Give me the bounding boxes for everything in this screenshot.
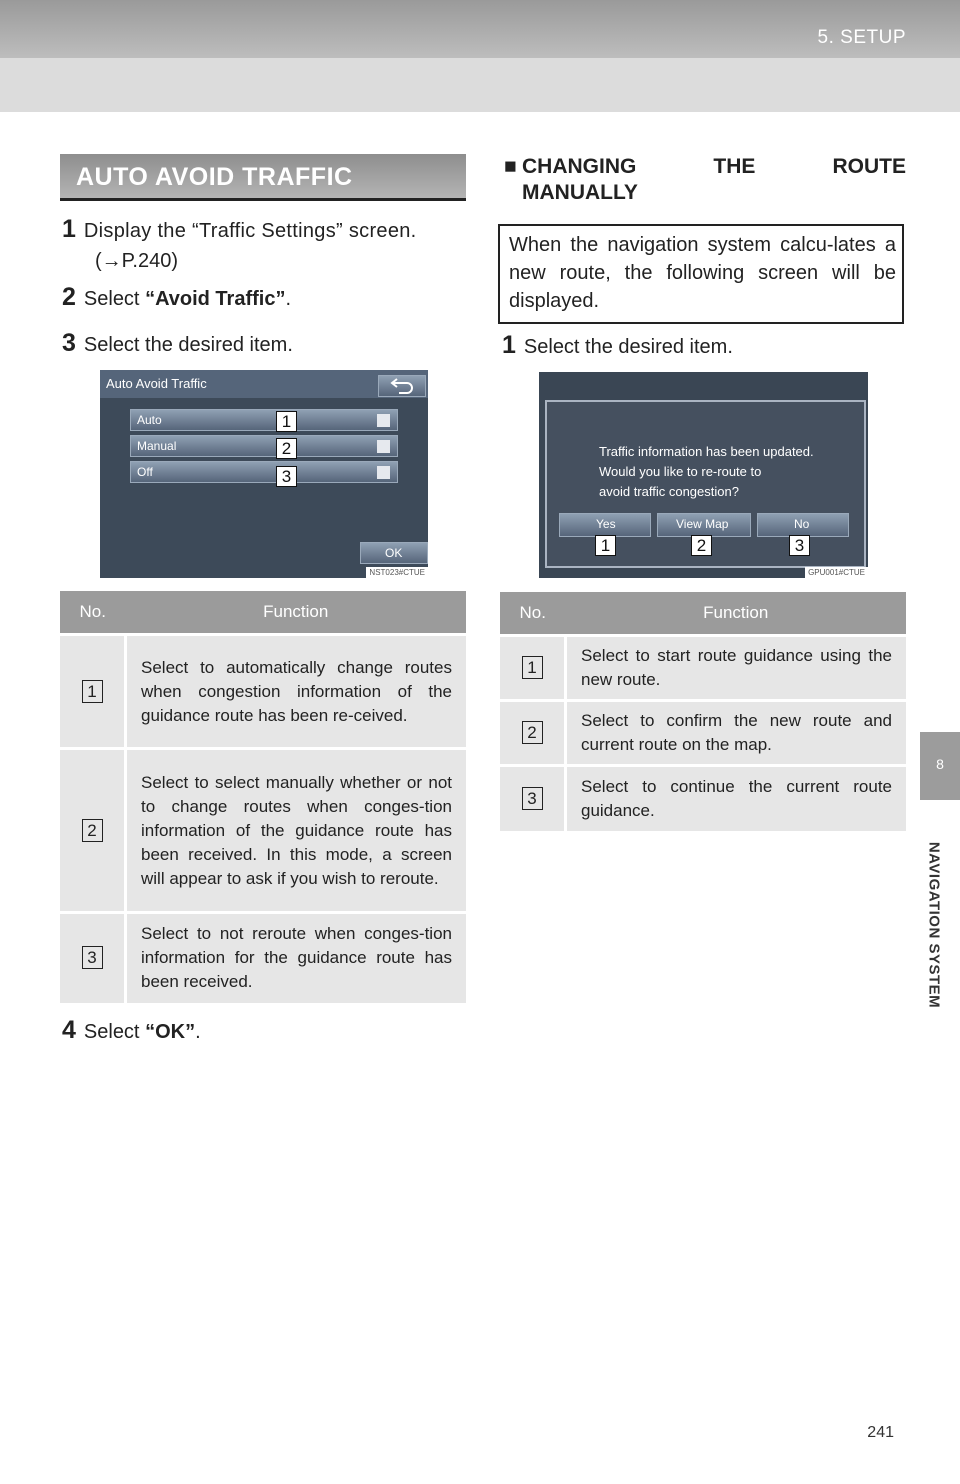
row-function: Select to continue the current route guidance. xyxy=(566,766,907,831)
row-number-cell xyxy=(500,636,566,701)
section-title: AUTO AVOID TRAFFIC xyxy=(76,163,353,191)
u-turn-back-icon xyxy=(379,376,425,396)
row-function: Select to automatically change routes when congestion information of the guidance route has been re-ceived. xyxy=(126,635,467,749)
step-text-post: . xyxy=(285,288,292,310)
page-header xyxy=(0,0,960,58)
checkbox xyxy=(377,466,390,479)
row-number: 3 xyxy=(522,787,543,810)
auto-option-button[interactable] xyxy=(130,409,398,431)
no-button[interactable] xyxy=(757,513,849,537)
row-number-cell xyxy=(60,913,126,1003)
table-row xyxy=(60,749,466,913)
row-number-cell xyxy=(500,701,566,766)
row-number: 1 xyxy=(82,680,103,703)
ok-label: OK xyxy=(385,546,403,560)
col-function-header: Function xyxy=(126,591,467,635)
row-function: Select to start route guidance using the new route. xyxy=(566,636,907,701)
row-number: 2 xyxy=(82,819,103,842)
page-reference: (→P.240) xyxy=(95,250,179,272)
chapter-side-label xyxy=(918,820,950,1030)
step-text-bold: “Avoid Traffic” xyxy=(145,288,286,310)
heading-text: CHANGING THE ROUTE xyxy=(522,155,906,178)
step-text: Select the desired item. xyxy=(83,334,293,356)
step-text: Select the desired item. xyxy=(523,336,733,358)
row-function: Select to not reroute when conges-tion information for the guidance route has been received. xyxy=(126,913,467,1003)
section-title-bar xyxy=(60,154,466,201)
option-label: Off xyxy=(137,465,153,479)
function-table-left xyxy=(60,591,466,1003)
dialog-line-1: Traffic information has been updated. xyxy=(599,444,814,459)
no-label: No xyxy=(794,517,810,531)
callout-3: 3 xyxy=(789,535,810,556)
page-number: 241 xyxy=(867,1424,894,1441)
step-number: 1 xyxy=(62,215,76,243)
step-number: 3 xyxy=(62,329,76,357)
screen-title: Auto Avoid Traffic xyxy=(106,376,207,391)
row-number-cell xyxy=(60,749,126,913)
heading-line-2: MANUALLY xyxy=(522,181,638,204)
image-code: NST023#CTUE xyxy=(366,567,428,578)
subsection-heading xyxy=(504,152,906,181)
image-code: GPU001#CTUE xyxy=(805,567,868,578)
dialog-line-3: avoid traffic congestion? xyxy=(599,484,739,499)
callout-3: 3 xyxy=(276,466,297,487)
option-label: Auto xyxy=(137,413,162,427)
ok-button[interactable] xyxy=(360,542,428,564)
col-no-header: No. xyxy=(60,591,126,635)
manual-option-button[interactable] xyxy=(130,435,398,457)
off-option-button[interactable] xyxy=(130,461,398,483)
step-text-bold: “OK” xyxy=(145,1021,196,1043)
col-no-header: No. xyxy=(500,592,566,636)
row-function: Select to confirm the new route and current route on the map. xyxy=(566,701,907,766)
step-3 xyxy=(62,329,293,358)
table-row xyxy=(500,766,906,831)
table-row xyxy=(500,701,906,766)
view-map-label: View Map xyxy=(676,517,729,531)
step-text-pre: Select xyxy=(83,288,146,310)
row-number-cell xyxy=(60,635,126,749)
col-function-header: Function xyxy=(566,592,907,636)
callout-2: 2 xyxy=(276,438,297,459)
back-button[interactable] xyxy=(378,375,426,397)
right-step-1 xyxy=(502,331,733,360)
step-text-post: . xyxy=(195,1021,201,1043)
row-function: Select to select manually whether or not to change routes when conges-tion information of the guidance route has been received. In this mode, a screen will appear to ask if you wish to reroute. xyxy=(126,749,467,913)
checkbox xyxy=(377,414,390,427)
auto-avoid-traffic-screenshot xyxy=(100,370,428,578)
heading-marker: ■ xyxy=(504,155,517,178)
row-number: 1 xyxy=(522,656,543,679)
row-number-cell xyxy=(500,766,566,831)
step-text-pre: Select xyxy=(83,1021,146,1043)
function-table-right xyxy=(500,592,906,831)
view-map-button[interactable] xyxy=(657,513,751,537)
reroute-dialog-screenshot xyxy=(539,372,868,578)
callout-2: 2 xyxy=(691,535,712,556)
row-number: 3 xyxy=(82,946,103,969)
step-text: Display the “Traffic Settings” screen. xyxy=(83,220,417,242)
checkbox xyxy=(377,440,390,453)
table-row xyxy=(60,913,466,1003)
table-row xyxy=(60,635,466,749)
row-number: 2 xyxy=(522,721,543,744)
callout-1: 1 xyxy=(276,411,297,432)
step-number: 1 xyxy=(502,331,516,359)
yes-label: Yes xyxy=(596,517,616,531)
step-number: 4 xyxy=(62,1016,76,1044)
callout-1: 1 xyxy=(595,535,616,556)
step-1 xyxy=(62,214,466,276)
chapter-tab: 8 xyxy=(920,732,960,800)
step-4 xyxy=(62,1016,201,1045)
dialog-line-2: Would you like to re-route to xyxy=(599,464,762,479)
yes-button[interactable] xyxy=(559,513,651,537)
option-label: Manual xyxy=(137,439,177,453)
note-box: When the navigation system calcu-lates a new route, the following screen will be displayed. xyxy=(498,224,904,324)
step-number: 2 xyxy=(62,283,76,311)
chapter-side-label-text: NAVIGATION SYSTEM xyxy=(925,841,943,1009)
header-band xyxy=(0,58,960,112)
chapter-title: 5. SETUP xyxy=(817,27,906,48)
step-2 xyxy=(62,283,291,312)
table-row xyxy=(500,636,906,701)
